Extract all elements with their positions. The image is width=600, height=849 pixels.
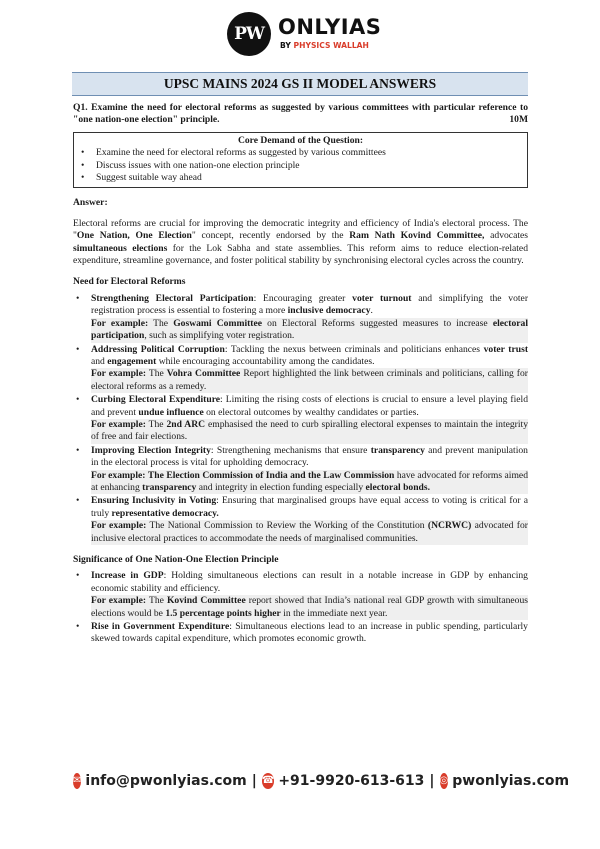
pw-logo-icon: PW: [227, 12, 271, 56]
question: [73, 102, 528, 127]
brand-logo: [222, 12, 382, 58]
need-point: • Curbing Electoral Expenditure: Limiting the rising costs of elections is crucial to ensure a level playing field and prevent undue influence on electoral outcomes by wealthy candidates or parties. For example: The 2nd ARC emphasised the need to curb spiralling electoral expenses to maintain the integrity of free and fair elections.: [73, 394, 528, 444]
page-title: UPSC MAINS 2024 GS II MODEL ANSWERS: [72, 72, 528, 96]
need-point: • Addressing Political Corruption: Tackling the nexus between criminals and politicians enhances voter trust and engagement while encouraging accountability among the candidates. For example: The Vohra Committee Report highlighted the link between criminals and politicians, calling for electoral reforms as a remedy.: [73, 344, 528, 394]
significance-heading: Significance of One Nation-One Election Principle: [73, 554, 279, 565]
need-list: [73, 293, 528, 545]
significance-list: [73, 570, 528, 645]
significance-point: • Rise in Government Expenditure: Simultaneous elections lead to an increase in public spending, particularly skewed towards capital expenditure, which promotes economic growth.: [73, 621, 528, 646]
example: For example: The Election Commission of India and the Law Commission have advocated for reforms aimed at enhancing transparency and integrity in election funding especially electoral bonds.: [91, 469, 528, 493]
answer-intro: Electoral reforms are crucial for improving the democratic integrity and efficiency of India's electoral process. The "One Nation, One Election" concept, recently endorsed by the Ram Nath Kovind Committee, advocates simultaneous elections for the Lok Sabha and state assemblies. This reform aims to reduce election-related expenditure, streamline governance, and foster political stability by synchronising electoral cycles across the country.: [73, 217, 528, 267]
question-text: Q1. Examine the need for electoral reforms as suggested by various committees with particular reference to "one nation-one election" principle.: [73, 102, 528, 126]
significance-point: • Increase in GDP: Holding simultaneous elections can result in a notable increase in GDP by enhancing economic stability and efficiency. For example: The Kovind Committee report showed that India’s national real GDP growth with simultaneous elections would be 1.5 percentage points higher in the immediate next year.: [73, 570, 528, 620]
footer-contact: [73, 768, 570, 794]
footer-phone[interactable]: +91-9920-613-613: [278, 773, 425, 789]
phone-icon: ☎: [262, 773, 274, 789]
logo-sub-prefix: BY: [280, 41, 291, 50]
globe-icon: ◎: [440, 773, 449, 789]
core-demand-box: [73, 132, 528, 189]
question-marks: 10M: [509, 114, 528, 126]
core-demand-item: • Examine the need for electoral reforms as suggested by various committees: [80, 147, 521, 159]
logo-subtitle: [280, 41, 369, 50]
footer-separator: |: [429, 773, 435, 789]
logo-wordmark: ONLYIAS: [278, 15, 382, 39]
core-demand-item: • Discuss issues with one nation-one election principle: [80, 160, 521, 172]
answer-label: Answer:: [73, 197, 108, 209]
footer-separator: |: [251, 773, 257, 789]
footer-website[interactable]: pwonlyias.com: [452, 773, 570, 789]
footer-email[interactable]: info@pwonlyias.com: [85, 773, 247, 789]
example: For example: The 2nd ARC emphasised the need to curb spiralling electoral expenses to maintain the integrity of free and fair elections.: [91, 418, 529, 443]
need-point: • Ensuring Inclusivity in Voting: Ensuring that marginalised groups have equal access to voting is critical for a truly representative democracy. For example: The National Commission to Review the Working of the Constitution (NCRWC) advocated for inclusive electoral practices to accommodate the needs of marginalised communities.: [73, 495, 528, 545]
need-heading: Need for Electoral Reforms: [73, 276, 186, 288]
logo-sub-brand: PHYSICS WALLAH: [293, 41, 369, 50]
example: For example: The Vohra Committee Report highlighted the link between criminals and politicians, calling for electoral reforms as a remedy.: [91, 368, 528, 392]
example: For example: The National Commission to Review the Working of the Constitution (NCRWC) advocated for inclusive electoral practices to accommodate the needs of marginalised communities.: [91, 520, 528, 544]
example: For example: The Kovind Committee report showed that India’s national real GDP growth with simultaneous elections would be 1.5 percentage points higher in the immediate next year.: [91, 595, 528, 619]
example: For example: The Goswami Committee on Electoral Reforms suggested measures to increase electoral participation, such as simplifying voter registration.: [91, 317, 528, 342]
core-demand-title: Core Demand of the Question:: [237, 134, 364, 146]
need-point: • Improving Election Integrity: Strengthening mechanisms that ensure transparency and prevent manipulation in the electoral process is vital for upholding democracy. For example: The Election Commission of India and the Law Commission have advocated for reforms aimed at enhancing transparency and integrity in election funding especially electoral bonds.: [73, 445, 528, 495]
document-body: [73, 101, 528, 647]
core-demand-list: [80, 147, 521, 184]
need-point: • Strengthening Electoral Participation: Encouraging greater voter turnout and simplifying the voter registration process is essential to fostering a more inclusive democracy. For example: The Goswami Committee on Electoral Reforms suggested measures to increase electoral participation, such as simplifying voter registration.: [73, 293, 528, 343]
core-demand-item: • Suggest suitable way ahead: [80, 172, 521, 184]
email-icon: ✉: [73, 773, 81, 789]
